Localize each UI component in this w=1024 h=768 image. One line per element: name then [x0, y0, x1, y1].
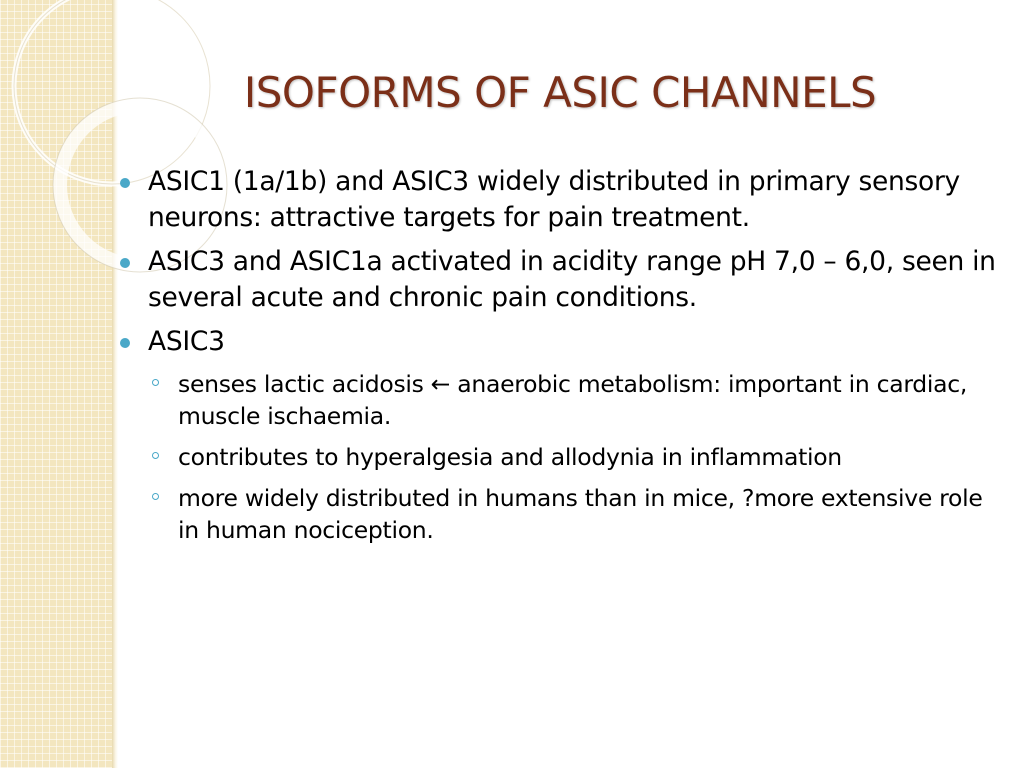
- bullet-text: ASIC3: [148, 326, 225, 357]
- bullet-text: ASIC1 (1a/1b) and ASIC3 widely distributed in primary sensory neurons: attractive targets for pain treatment.: [148, 166, 960, 233]
- bullet-dot-icon: [120, 178, 130, 188]
- bullet-dot-icon: [120, 338, 130, 348]
- bullet-dot-icon: [120, 258, 130, 268]
- sub-bullet-text: contributes to hyperalgesia and allodynia in inflammation: [178, 443, 842, 471]
- decorative-side-strip: [0, 0, 112, 768]
- sub-bullet-text: senses lactic acidosis ← anaerobic metabolism: important in cardiac, muscle ischaemia.: [178, 370, 968, 430]
- sub-bullet-circle-icon: [152, 452, 159, 459]
- bullet-text: ASIC3 and ASIC1a activated in acidity range pH 7,0 – 6,0, seen in several acute and chronic pain conditions.: [148, 246, 996, 313]
- slide-title: ISOFORMS OF ASIC CHANNELS: [243, 68, 877, 117]
- sub-bullet-item: [116, 368, 996, 432]
- sub-bullet-text: more widely distributed in humans than in mice, ?more extensive role in human nociception.: [178, 484, 983, 544]
- bullet-item: [116, 324, 996, 360]
- bullet-item: [116, 164, 996, 236]
- bullet-list: [116, 164, 996, 555]
- sub-bullet-circle-icon: [152, 379, 159, 386]
- sub-bullet-item: [116, 482, 996, 546]
- bullet-item: [116, 244, 996, 316]
- sub-bullet-circle-icon: [152, 493, 159, 500]
- sub-bullet-item: [116, 441, 996, 473]
